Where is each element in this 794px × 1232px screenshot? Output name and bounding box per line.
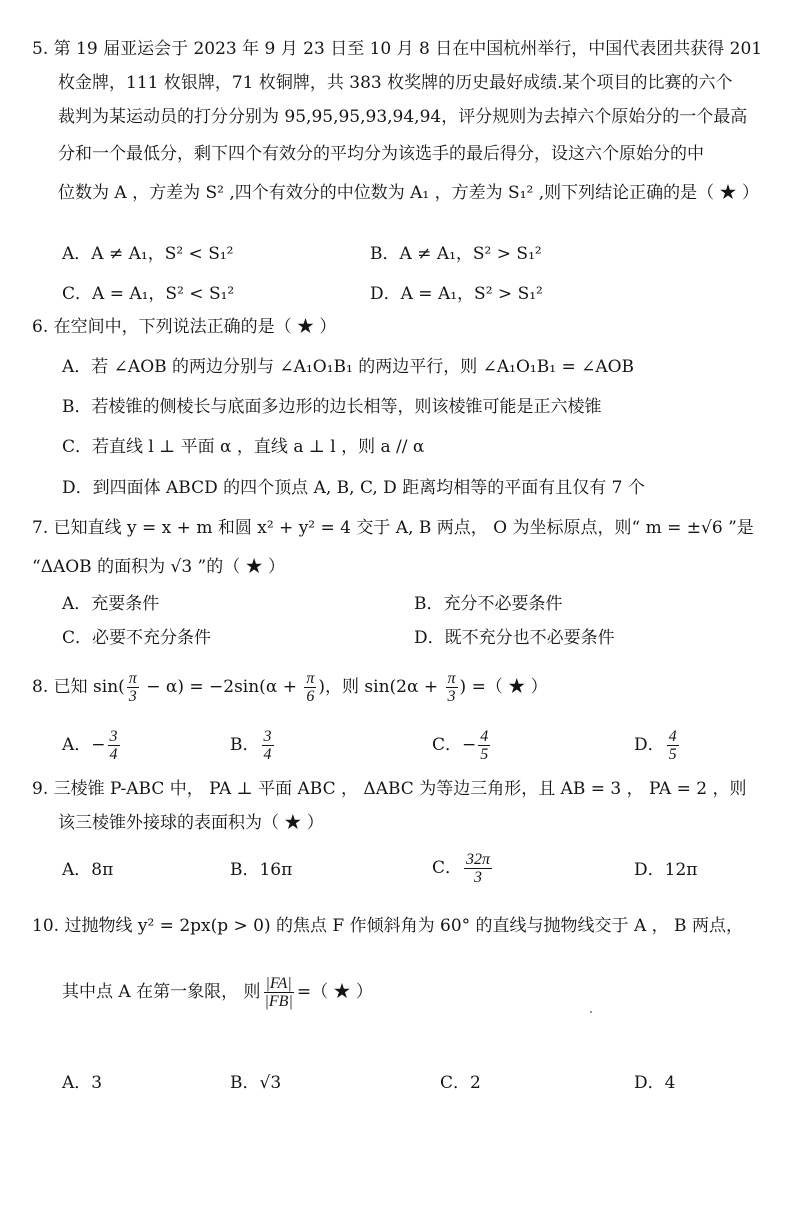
q8-mid-2: )，则 sin(2α + bbox=[318, 677, 444, 697]
q6-option-d: D．到四面体 ABCD 的四个顶点 A, B, C, D 距离均相等的平面有且仅有 7 个 bbox=[62, 478, 645, 498]
q8-fraction-1: $\frac{\pi}{3}$ bbox=[128, 670, 137, 705]
q9-option-a: A．8π bbox=[62, 860, 114, 880]
q6-option-c: C．若直线 l ⊥ 平面 α ，直线 a ⊥ l ，则 a // α bbox=[62, 437, 425, 457]
q5-line-2: 枚金牌，111 枚银牌，71 枚铜牌，共 383 枚奖牌的历史最好成绩.某个项目的比赛的六个 bbox=[58, 73, 733, 93]
q7-option-d: D．既不充分也不必要条件 bbox=[414, 628, 615, 648]
q5-option-c: C．A = A₁，S² < S₁² bbox=[62, 284, 235, 304]
q5-option-a: A．A ≠ A₁，S² < S₁² bbox=[62, 244, 234, 264]
q10-line-1: 10. 过抛物线 y² = 2px(p > 0) 的焦点 F 作倾斜角为 60° 的直线与抛物线交于 A ， B 两点， bbox=[32, 916, 743, 936]
q10-option-d: D．4 bbox=[634, 1073, 676, 1093]
q7-line-2: “ΔAOB 的面积为 √3 ”的（ ★ ） bbox=[32, 557, 286, 577]
q10-line-2: 其中点 A 在第一象限， 则 $\frac{|FA|}{|FB|}$ =（ ★ ） bbox=[62, 975, 373, 1010]
q10-fraction: $\frac{|FA|}{|FB|}$ bbox=[264, 975, 293, 1010]
q5-line-1: 5. 第 19 届亚运会于 2023 年 9 月 23 日至 10 月 8 日在中国杭州举行，中国代表团共获得 201 bbox=[32, 39, 763, 59]
scan-speck bbox=[590, 1011, 592, 1013]
q8-option-b: B． $\frac{3}{4}$ bbox=[230, 728, 272, 763]
q10-option-a: A．3 bbox=[62, 1073, 103, 1093]
q6-stem: 6. 在空间中，下列说法正确的是（ ★ ） bbox=[32, 317, 337, 337]
q8-mid-1: − α) = −2sin(α + bbox=[140, 677, 303, 697]
q6-option-b: B．若棱锥的侧棱长与底面多边形的边长相等，则该棱锥可能是正六棱锥 bbox=[62, 397, 602, 417]
q8-fraction-2: $\frac{\pi}{6}$ bbox=[306, 670, 315, 705]
q5-option-d: D．A = A₁，S² > S₁² bbox=[370, 284, 543, 304]
q5-line-5: 位数为 A ，方差为 S² ,四个有效分的中位数为 A₁ ，方差为 S₁² ,则下列结论正确的是（ ★ ） bbox=[58, 183, 759, 203]
q7-option-a: A．充要条件 bbox=[62, 594, 160, 614]
q5-line-3: 裁判为某运动员的打分分别为 95,95,95,93,94,94，评分规则为去掉六个原始分的一个最高 bbox=[58, 107, 748, 127]
q8-prefix: 8. 已知 sin( bbox=[32, 677, 125, 697]
q10-option-b: B．√3 bbox=[230, 1073, 282, 1093]
q8-option-a: A．− $\frac{3}{4}$ bbox=[62, 728, 118, 763]
q8-suffix: ) =（ ★ ） bbox=[459, 677, 548, 697]
q5-line-4: 分和一个最低分，剩下四个有效分的平均分为该选手的最后得分，设这六个原始分的中 bbox=[58, 144, 704, 164]
q9-option-d: D．12π bbox=[634, 860, 698, 880]
q9-option-c: C． $\frac{32\pi}{3}$ bbox=[432, 851, 491, 886]
q9-line-2: 该三棱锥外接球的表面积为（ ★ ） bbox=[58, 813, 324, 833]
q7-option-c: C．必要不充分条件 bbox=[62, 628, 212, 648]
q10-option-c: C．2 bbox=[440, 1073, 481, 1093]
q8-option-c: C．− $\frac{4}{5}$ bbox=[432, 728, 489, 763]
q8-stem bbox=[32, 670, 548, 705]
q7-option-b: B．充分不必要条件 bbox=[414, 594, 563, 614]
q9-option-b: B．16π bbox=[230, 860, 293, 880]
q5-option-b: B．A ≠ A₁，S² > S₁² bbox=[370, 244, 542, 264]
q8-fraction-3: $\frac{\pi}{3}$ bbox=[447, 670, 456, 705]
q8-option-d: D． $\frac{4}{5}$ bbox=[634, 728, 677, 763]
q6-option-a: A．若 ∠AOB 的两边分别与 ∠A₁O₁B₁ 的两边平行，则 ∠A₁O₁B₁ = ∠AOB bbox=[62, 357, 635, 377]
q7-line-1: 7. 已知直线 y = x + m 和圆 x² + y² = 4 交于 A, B 两点， O 为坐标原点，则“ m = ±√6 ”是 bbox=[32, 518, 754, 538]
q9-line-1: 9. 三棱锥 P-ABC 中， PA ⊥ 平面 ABC ， ΔABC 为等边三角形，且 AB = 3 ， PA = 2 ，则 bbox=[32, 779, 747, 799]
